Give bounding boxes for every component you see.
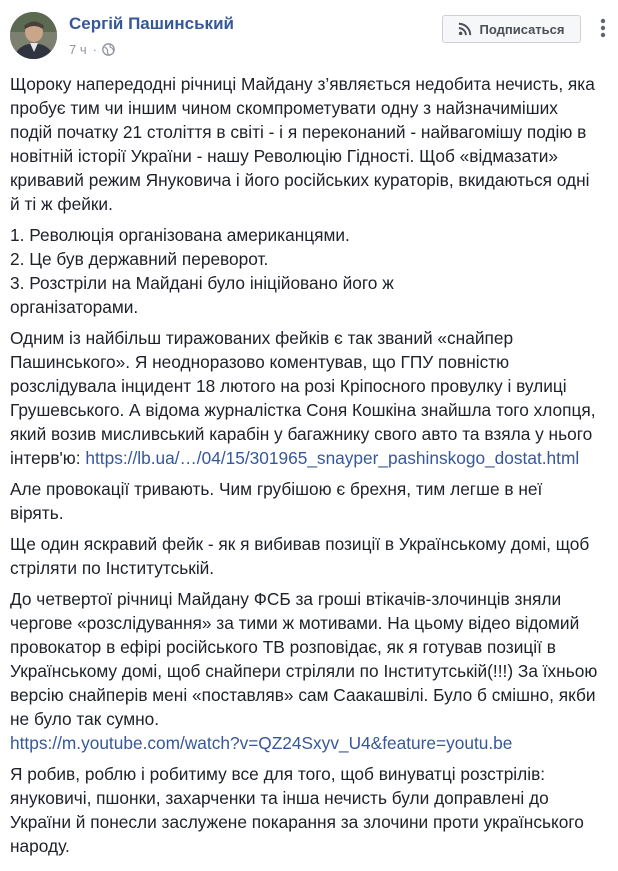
subscribe-button[interactable] (442, 15, 581, 43)
post-paragraph-sniper: Одним із найбільш тиражованих фейків є так званий «снайпер Пашинського». Я неодноразово коментував, що ГПУ повністю розслідувала інцидент 18 лютого на розі Кріпосного провулку і вулиці Грушевського. А відома журналістка Соня Кошкіна знайшла того хлопця, який возив мисливський карабін у багажнику свого авто та взяла у нього інтерв'ю: https://lb.ua/…/04/15/301965_snayper_pashinskogo_dostat.html (10, 328, 596, 468)
post-meta (69, 42, 115, 57)
post-paragraph-intro: Щороку напередодні річниці Майдану з’являється недобита нечисть, яка пробує тим чи іншим чином скомпрометувати одну з найзначиміших подій початку 21 століття в світі - і я переконаний - найвагомішу подію в новітній історії України - нашу Революцію Гідності. Щоб «відмазати» кривавий режим Януковича і його російських кураторів, вкидаються одні й ті ж фейки. (10, 74, 595, 214)
rss-icon (458, 22, 472, 36)
post-paragraph-fsb: До четвертої річниці Майдану ФСБ за гроші втікачів-злочинців зняли чергове «розслідування» за тими ж мотивами. На цьому відео відомий провокатор в ефірі російського ТВ розповідає, як я готував позиції в Українському домі, щоб снайпери стріляли по Інститутській(!!!) За їхньою версію снайперів мені «поставляв» сам Саакашвілі. Було б смішно, якби не було так сумно. https://m.youtube.com/watch?v=QZ24Sxyv_U4&feature=youtu.be (10, 589, 598, 753)
post-paragraph-fake: Ще один яскравий фейк - як я вибивав позиції в Українському домі, щоб стріляти по Інститутській. (10, 534, 590, 578)
subscribe-label: Подписаться (479, 21, 565, 37)
avatar[interactable] (10, 12, 57, 59)
post-time[interactable]: 7 ч (69, 42, 87, 57)
post-body (10, 72, 606, 865)
avatar-photo-icon (10, 12, 57, 59)
author-name[interactable]: Сергій Пашинський (69, 14, 234, 33)
globe-icon[interactable] (102, 43, 115, 56)
meta-separator: · (92, 42, 97, 57)
post-header (0, 0, 618, 70)
more-options-icon[interactable] (593, 17, 613, 39)
youtube-link[interactable]: https://m.youtube.com/watch?v=QZ24Sxyv_U4&feature=youtu.be (10, 733, 513, 753)
post-paragraph-provocations: Але провокації тривають. Чим грубішою є брехня, тим легше в неї вірять. (10, 479, 543, 523)
post-paragraph-conclusion: Я робив, роблю і робитиму все для того, щоб винуватці розстрілів: януковичі, пшонки, захарченки та інша нечисть були доправлені до України й понесли заслужене покарання за злочини проти українського народу. (10, 764, 584, 856)
article-link[interactable]: https://lb.ua/…/04/15/301965_snayper_pashinskogo_dostat.html (85, 448, 580, 468)
post-paragraph-list: 1. Революція організована американцями. 2. Це був державний переворот. 3. Розстріли на Майдані було ініційовано його ж організаторами. (10, 225, 394, 317)
